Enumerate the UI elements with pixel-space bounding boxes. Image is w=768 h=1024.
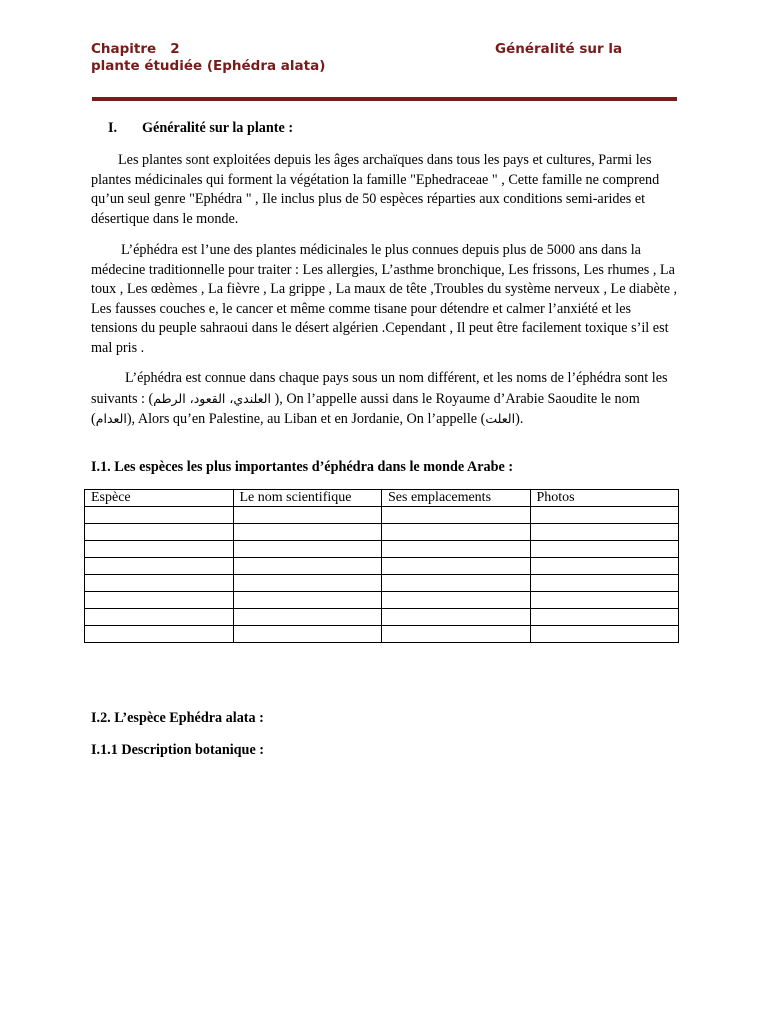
table-row xyxy=(85,507,679,524)
table-cell[interactable] xyxy=(233,626,382,643)
table-cell[interactable] xyxy=(85,541,234,558)
paragraph-3-part2: ), On l’appelle aussi dans le Royaume d’Arabie Saoudite le nom ( xyxy=(91,390,640,428)
table-row xyxy=(85,524,679,541)
table-cell[interactable] xyxy=(233,609,382,626)
table-cell[interactable] xyxy=(233,541,382,558)
table-cell[interactable] xyxy=(530,541,679,558)
table-cell[interactable] xyxy=(233,507,382,524)
paragraph-2: L’éphédra est l’une des plantes médicinales le plus connues depuis plus de 5000 ans dans la médecine traditionnelle pour traiter : Les allergies, L’asthme bronchique, Les frissons, Les rhumes , La toux , Les œdèmes , La fièvre , La grippe , La maux de tête ,Troubles du système nerveux , Le diabète , Les fausses couches e, le cancer et même comme tisane pour détendre et calmer l’anxiété et les tensions du peuple sahraoui dans le désert algérien .Cependant , Il peut être facilement toxique s’il est mal pris . xyxy=(91,242,678,356)
header-divider xyxy=(92,97,677,101)
table-header-cell: Le nom scientifique xyxy=(233,490,382,507)
table-cell[interactable] xyxy=(530,626,679,643)
header-chapter-line2: plante étudiée (Ephédra alata) xyxy=(91,58,326,74)
paragraph-3-part1: L’éphédra est connue dans chaque pays sous un nom différent, et les noms de l’éphédra sont les suivants : ( xyxy=(91,370,668,407)
table-header-cell: Photos xyxy=(530,490,679,507)
species-table xyxy=(84,489,679,643)
table-header-cell: Ses emplacements xyxy=(382,490,531,507)
table-header-row xyxy=(85,490,679,507)
table-cell[interactable] xyxy=(85,558,234,575)
arabic-names-1: العلندي، القعود، الرطم xyxy=(153,390,271,406)
table-cell[interactable] xyxy=(530,524,679,541)
paragraph-3 xyxy=(91,369,681,430)
table-cell[interactable] xyxy=(530,609,679,626)
table-cell[interactable] xyxy=(233,558,382,575)
section-number: I. xyxy=(108,120,118,136)
table-cell[interactable] xyxy=(382,524,531,541)
heading-species-arab-world: I.1. Les espèces les plus importantes d’éphédra dans le monde Arabe : xyxy=(91,459,514,475)
table-cell[interactable] xyxy=(85,626,234,643)
table-row xyxy=(85,558,679,575)
table-cell[interactable] xyxy=(382,609,531,626)
table-cell[interactable] xyxy=(233,592,382,609)
table-cell[interactable] xyxy=(85,609,234,626)
table-cell[interactable] xyxy=(382,592,531,609)
arabic-names-3: العلت xyxy=(485,411,516,427)
table-cell[interactable] xyxy=(530,592,679,609)
table-cell[interactable] xyxy=(233,524,382,541)
table-cell[interactable] xyxy=(382,626,531,643)
table-cell[interactable] xyxy=(382,541,531,558)
table-cell[interactable] xyxy=(85,575,234,592)
table-row xyxy=(85,541,679,558)
table-cell[interactable] xyxy=(382,507,531,524)
heading-botanical-description: I.1.1 Description botanique : xyxy=(91,742,265,758)
header-chapter-line1: Chapitre 2 xyxy=(91,41,180,57)
table-cell[interactable] xyxy=(85,507,234,524)
table-cell[interactable] xyxy=(382,575,531,592)
table-header-cell: Espèce xyxy=(85,490,234,507)
table-cell[interactable] xyxy=(233,575,382,592)
table-cell[interactable] xyxy=(530,575,679,592)
table-cell[interactable] xyxy=(530,558,679,575)
table-row xyxy=(85,626,679,643)
paragraph-3-part3: ), Alors qu’en Palestine, au Liban et en Jordanie, On l’appelle ( xyxy=(126,411,486,428)
arabic-names-2: العدام xyxy=(95,411,127,427)
table-cell[interactable] xyxy=(530,507,679,524)
table-cell[interactable] xyxy=(85,592,234,609)
section-heading: Généralité sur la plante : xyxy=(142,120,294,136)
paragraph-1: Les plantes sont exploitées depuis les âges archaïques dans tous les pays et cultures, Parmi les plantes médicinales qui forment la végétation la famille "Ephedraceae " , Cette famille ne comprend qu’un seul genre "Ephédra " , Ile inclus plus de 50 espèces réparties aux conditions semi-arides et désertique dans le monde. xyxy=(91,152,660,227)
paragraph-3-part4: ). xyxy=(515,411,524,428)
table-cell[interactable] xyxy=(85,524,234,541)
table-cell[interactable] xyxy=(382,558,531,575)
header-section-title: Généralité sur la xyxy=(495,41,623,57)
table-row xyxy=(85,575,679,592)
heading-ephedra-alata: I.2. L’espèce Ephédra alata : xyxy=(91,710,264,726)
table-row xyxy=(85,592,679,609)
header-chapter xyxy=(91,41,391,75)
table-row xyxy=(85,609,679,626)
section-title xyxy=(108,120,293,137)
